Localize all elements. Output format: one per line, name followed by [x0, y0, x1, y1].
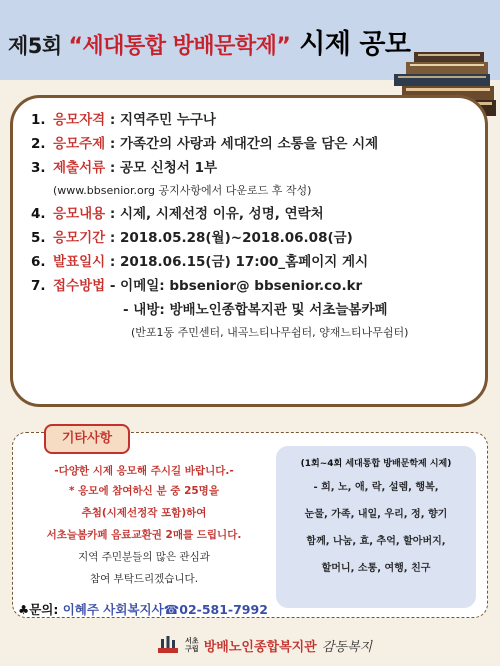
etc-line: 참여 부탁드리겠습니다. — [89, 573, 199, 585]
list-item: 2. 응모주제 : 가족간의 사랑과 세대간의 소통을 담은 시제 — [31, 136, 379, 152]
past-themes-heading: (1회~4회 세대통합 방배문학제 시제) — [300, 459, 452, 469]
contact-phone: ☎02-581-7992 — [163, 602, 268, 617]
contest-info-list — [31, 108, 491, 344]
title-quoted: “세대통합 방배문학제” — [68, 34, 291, 59]
org-logo-icon — [156, 634, 180, 656]
list-item: 4. 응모내용 : 시제, 시제선정 이유, 성명, 연락처 — [31, 206, 324, 222]
list-item: 3. 제출서류 : 공모 신청서 1부 — [31, 160, 218, 176]
list-item: 5. 응모기간 : 2018.05.28(월)~2018.06.08(금) — [31, 230, 353, 246]
download-note: (www.bbsenior.org 공지사항에서 다운로드 후 작성) — [53, 184, 312, 197]
etc-line: * 응모에 참여하신 분 중 25명을 — [69, 485, 219, 497]
etc-line: -다양한 시제 응모해 주시길 바랍니다.- — [54, 465, 234, 477]
page-title — [8, 22, 411, 61]
etc-line: 추첨(시제선정작 포함)하여 — [81, 507, 207, 519]
org-slogan: 감동복지 — [321, 639, 373, 655]
list-item: 1. 응모자격 : 지역주민 누구나 — [31, 112, 216, 128]
list-item: 6. 발표일시 : 2018.06.15(금) 17:00_홈페이지 게시 — [31, 254, 369, 270]
title-suffix: 시제 공모 — [290, 29, 411, 60]
list-item: 7. 접수방법 - 이메일: bbsenior@ bbsenior.co.kr — [31, 278, 363, 294]
visit-method: - 내방: 방배노인종합복지관 및 서초늘봄카페 — [123, 302, 388, 318]
visit-locations: (반포1동 주민센터, 내곡느티나무쉼터, 양재느티나무쉼터) — [131, 326, 409, 339]
contact-info — [18, 600, 268, 618]
contact-name: 이혜주 사회복지사 — [62, 602, 164, 617]
footer — [156, 634, 372, 658]
title-prefix: 제5회 — [8, 34, 69, 58]
etc-notes — [24, 462, 264, 590]
contact-label: ♣문의: — [18, 602, 63, 617]
etc-line: 지역 주민분들의 많은 관심과 — [78, 551, 210, 563]
past-themes-line: - 희, 노, 애, 락, 설렘, 행복, — [313, 482, 439, 493]
logo-text: 서초 구립 — [185, 637, 199, 653]
etc-tab: 기타사항 — [44, 424, 130, 454]
contest-info-card — [10, 95, 488, 407]
past-themes-line: 함께, 나눔, 효, 추억, 할아버지, — [306, 536, 446, 547]
etc-line: 서초늘봄카페 음료교환권 2매를 드립니다. — [46, 529, 242, 541]
past-themes-line: 할머니, 소통, 여행, 친구 — [321, 563, 431, 574]
org-name: 방배노인종합복지관 — [203, 639, 317, 655]
past-themes-line: 눈물, 가족, 내일, 우리, 정, 향기 — [304, 509, 448, 520]
past-themes-box — [276, 446, 476, 608]
